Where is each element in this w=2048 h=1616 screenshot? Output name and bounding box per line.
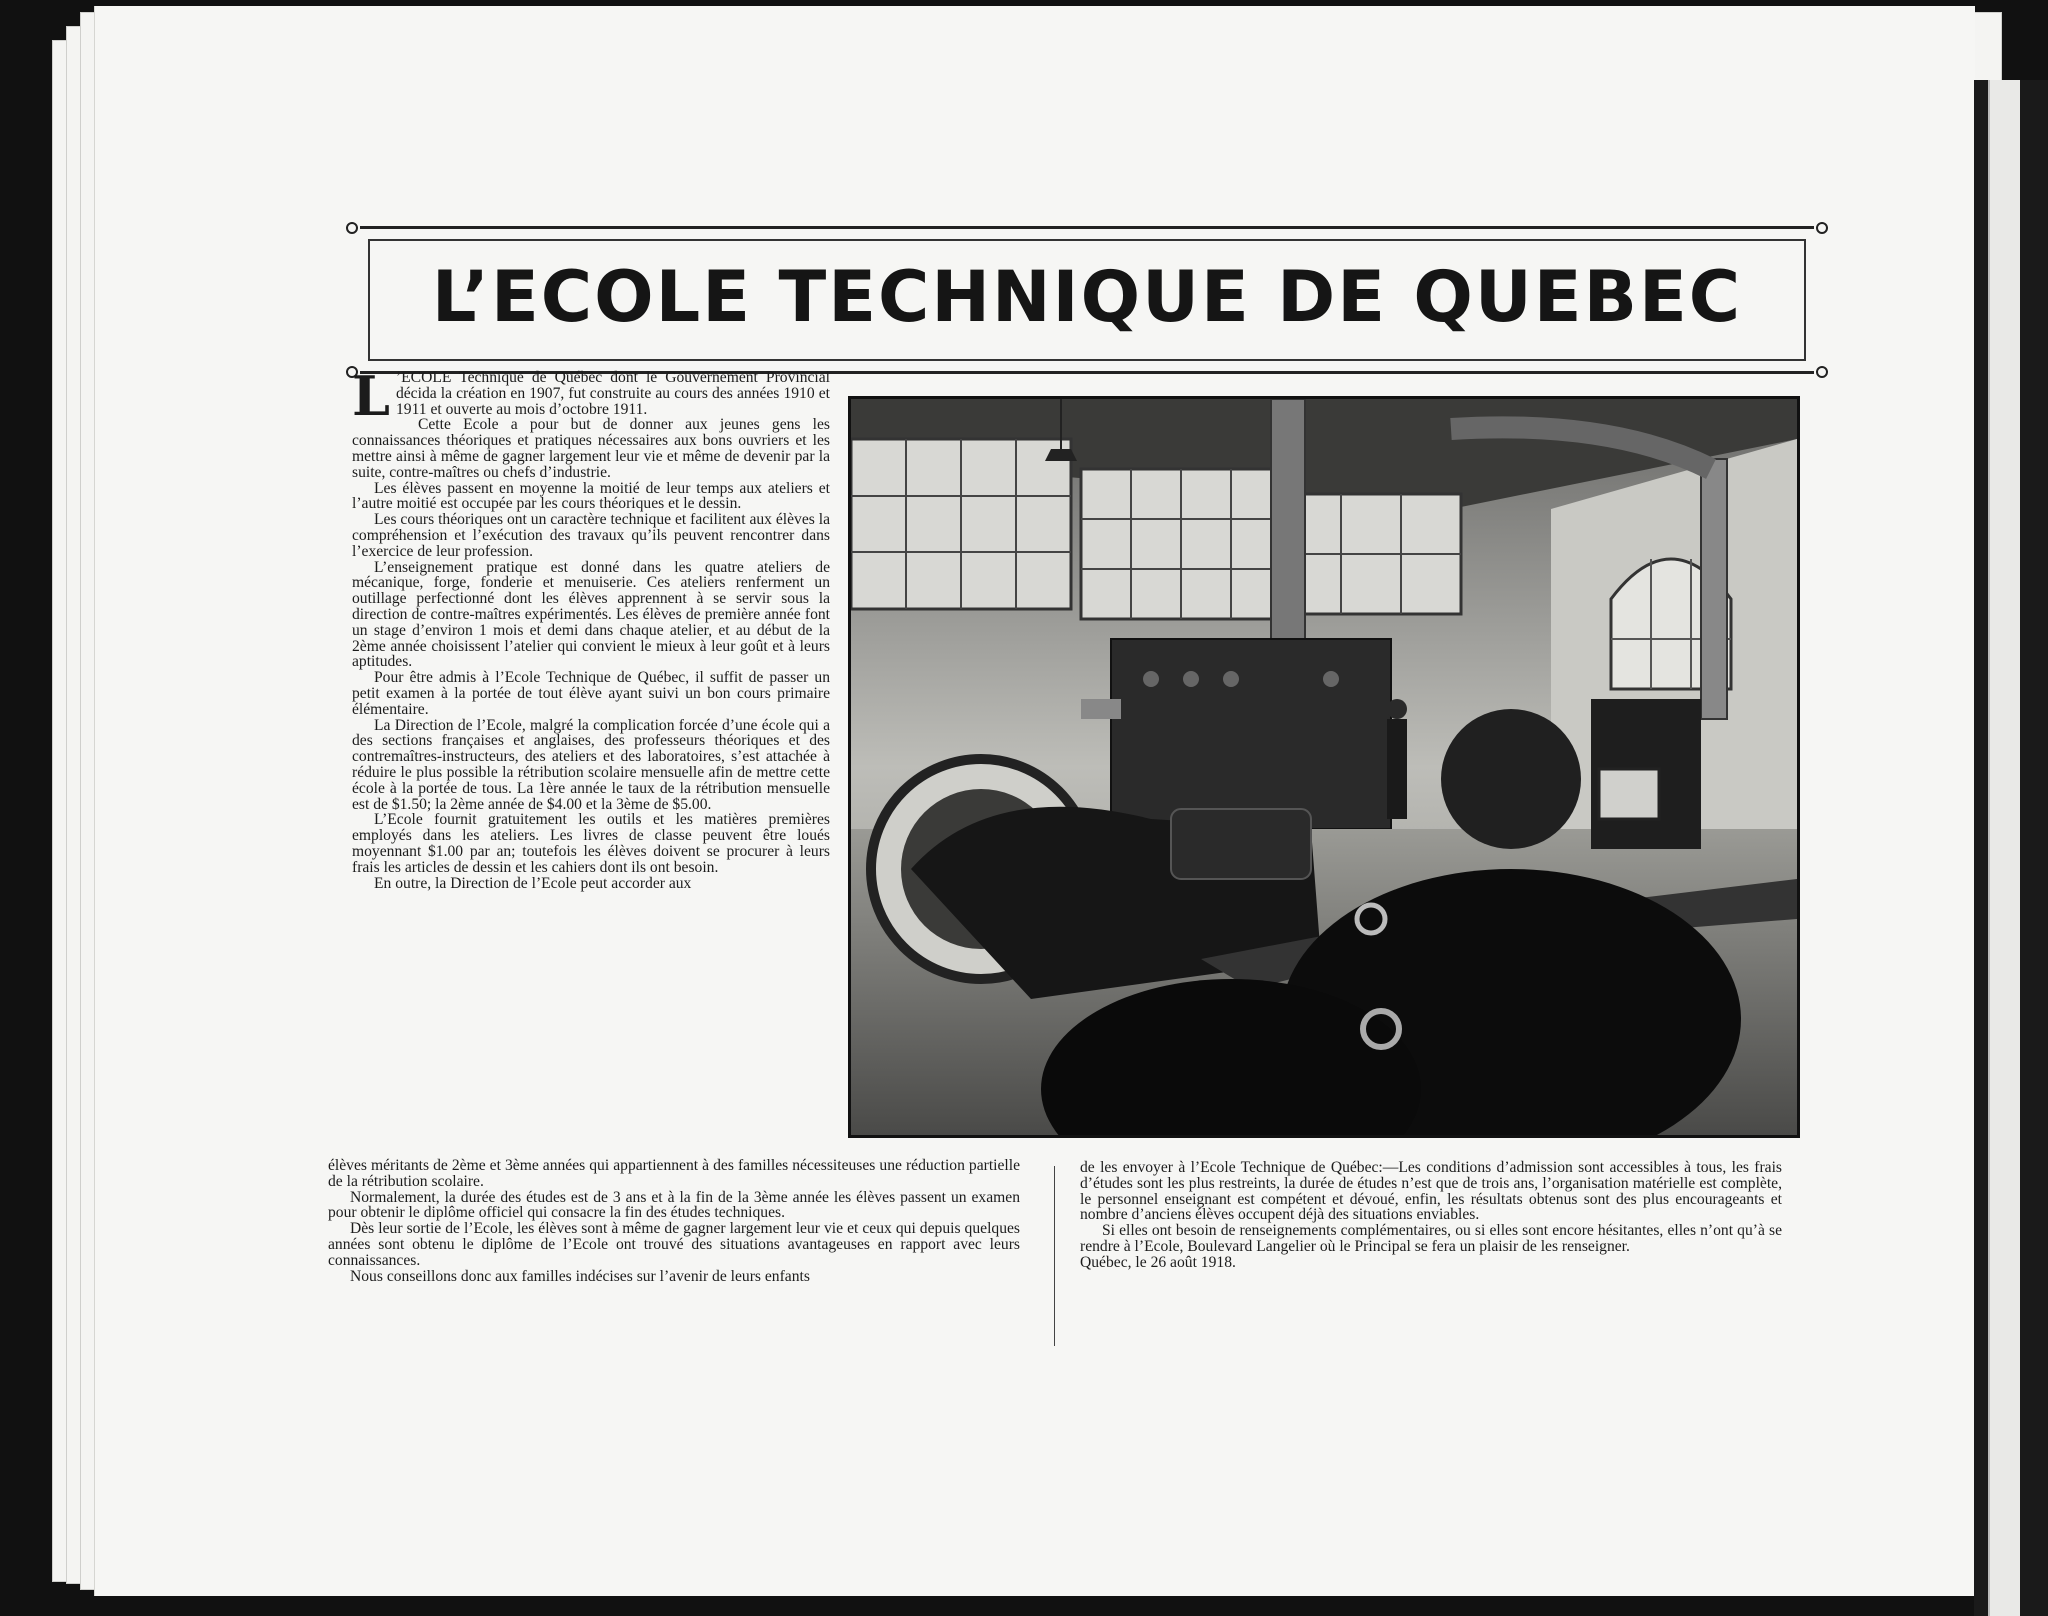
paragraph [352,364,830,428]
dateline: Québec, le 26 août 1918. [1080,1253,1236,1271]
column-divider [1054,1166,1055,1346]
title-frame [360,226,1814,374]
paragraph: L’Ecole fournit gratuitement les outils et les matières premières employés dans les ateliers. Les livres de classe peuvent être loués moyennant $1.00 par an; toutefois les élèves doivent se procurer à leurs frais les articles de dessin et les cahiers dont ils ont besoin. [352,811,830,876]
paragraph: En outre, la Direction de l’Ecole peut accorder aux [374,874,692,892]
engine-room-image [851,399,1797,1135]
paragraph: Les élèves passent en moyenne la moitié de leur temps aux ateliers et l’autre moitié est occupée par les cours théoriques et le dessin. [352,479,830,513]
paragraph: L’enseignement pratique est donné dans les quatre ateliers de mécanique, forge, fonderie et menuiserie. Ces ateliers renferment un outillage perfectionné dont les élèves apprennent à se servir sous la direction de contre-maîtres expérimentés. Les élèves de première année font un stage d’environ 1 mois et demi dans chaque atelier, et au début de la 2ème année choisissent l’atelier qui convient le mieux à leur goût et à leurs aptitudes. [352,558,830,671]
ornament-ring-icon [346,222,358,234]
paragraph: Si elles ont besoin de renseignements complémentaires, ou si elles sont encore hésitantes, elles n’ont qu’à se rendre à l’Ecole, Boulevard Langelier où le Principal se fera un plaisir de les renseigner. [1080,1222,1782,1255]
paragraph: Cette Ecole a pour but de donner aux jeunes gens les connaissances théoriques et pratiques nécessaires aux bons ouvriers et les mettre ainsi à même de gagner largement leur vie et même de devenir par la suite, contre-maîtres ou chefs d’industrie. [352,416,830,481]
paragraph: Normalement, la durée des études est de 3 ans et à la fin de la 3ème année les élèves passent un examen pour obtenir le diplôme officiel qui consacre la fin des études techniques. [328,1188,1020,1222]
paragraph-text: ’ECOLE Technique de Québec dont le Gouvernement Provincial décida la création en 1907, fut construite au cours des années 1910 et 1911 et ouverte au mois d’octobre 1911. [395,369,830,418]
paragraph: élèves méritants de 2ème et 3ème années qui appartiennent à des familles nécessiteuses une réduction partielle de la rétribution scolaire. [328,1157,1020,1190]
article-column-1-bottom [328,1158,1020,1284]
drop-cap: L [352,364,390,428]
workshop-photograph [848,396,1800,1138]
paragraph: La Direction de l’Ecole, malgré la complication forcée d’une école qui a des sections françaises et anglaises, des professeurs théoriques et des contremaîtres-instructeurs, des ateliers et des laboratoires, s’est attachée à réduire le plus possible la rétribution scolaire mensuelle afin de mettre cette école à la portée de tous. La 1ère année le taux de la rétribution mensuelle est de $1.50; la 2ème année de $4.00 et la 3ème de $5.00. [352,716,830,813]
paragraph: Pour être admis à l’Ecole Technique de Québec, il suffit de passer un petit examen à la portée de tout élève ayant suivi un bon cours primaire élémentaire. [352,669,830,718]
paragraph: Nous conseillons donc aux familles indécises sur l’avenir de leurs enfants [350,1267,810,1285]
article-column-1 [352,364,830,892]
paragraph: Les cours théoriques ont un caractère technique et facilitent aux élèves la compréhension et l’exécution des travaux qu’ils peuvent rencontrer dans l’exercice de leur profession. [352,511,830,560]
article-title: L’ECOLE TECHNIQUE DE QUEBEC [431,256,1743,338]
ornament-ring-icon [1816,366,1828,378]
ornament-ring-icon [1816,222,1828,234]
facing-page-edge [1988,80,2020,1616]
paragraph: Dès leur sortie de l’Ecole, les élèves sont à même de gagner largement leur vie et ceux qui depuis quelques années sont obtenu le diplôme de l’Ecole ont trouvé des situations avantageuses en rapport avec leurs connaissances. [328,1220,1020,1269]
article-column-2 [1080,1160,1782,1271]
paragraph: de les envoyer à l’Ecole Technique de Québec:—Les conditions d’admission sont accessibles à tous, les frais d’études sont les plus restreints, la durée de études n’est que de trois ans, l’organisation matérielle est complète, le personnel enseignant est compétent et dévoué, enfin, les résultats obtenus sont des plus encourageants et nombre d’anciens élèves occupent déjà des situations enviables. [1080,1159,1782,1224]
